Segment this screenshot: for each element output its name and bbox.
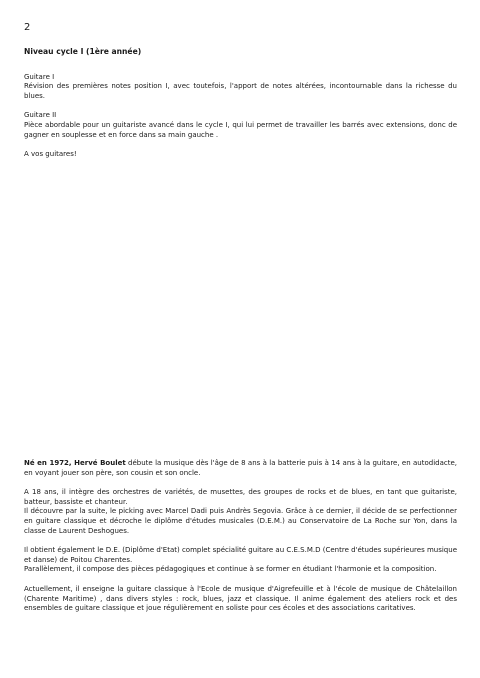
piece-label: Guitare II bbox=[24, 111, 57, 120]
page-number: 2 bbox=[24, 22, 31, 33]
piece-label: Guitare I bbox=[24, 72, 55, 81]
piece-text: Pièce abordable pour un guitariste avancé dans le cycle I, qui lui permet de travailler les barrés avec extensions, donc de gagner en souplesse et en force dans sa main gauche . bbox=[24, 120, 457, 139]
bio-name: Né en 1972, Hervé Boulet bbox=[24, 459, 126, 467]
bio-paragraph-4: Actuellement, il enseigne la guitare classique à l'Ecole de musique d'Aigrefeuille et à l'école de musique de Châtelaillon (Charente Maritime) , dans divers styles : rock, blues, jazz et classique. Il anime également des ateliers rock et des ensembles de guitare classique et joue régulièrement en soliste pour ces écoles et des associations caritatives. bbox=[24, 584, 457, 613]
bio-paragraph-2 bbox=[24, 488, 457, 536]
closing-line: A vos guitares! bbox=[24, 150, 77, 159]
exercise-description bbox=[24, 47, 457, 170]
piece-guitare-1 bbox=[24, 73, 457, 102]
bio-lead-text: débute la musique dès l'âge de 8 ans à la batterie puis à 14 ans à la guitare, en autodidacte, en voyant jouer son père, son cousin et son oncle. bbox=[24, 459, 457, 477]
biography bbox=[24, 459, 457, 624]
bio-text: Il découvre par la suite, le picking avec Marcel Dadi puis Andrès Segovia. Grâce à ce dernier, il décide de se perfectionner en guitare classique et décroche le diplôme d'études musicales (D.E.M.) au Conservatoire de La Roche sur Yon, dans la classe de Laurent Deshogues. bbox=[24, 507, 457, 535]
bio-paragraph-1 bbox=[24, 459, 457, 478]
bio-text: Il obtient également le D.E. (Diplôme d'Etat) complet spécialité guitare au C.E.S.M.D (Centre d'études supérieures musique et danse) de Poitou Charentes. bbox=[24, 546, 457, 564]
piece-text: Révision des premières notes position I, avec toutefois, l'apport de notes altérées, incontournable dans la richesse du blues. bbox=[24, 82, 457, 100]
bio-paragraph-3 bbox=[24, 546, 457, 575]
bio-text: A 18 ans, il intègre des orchestres de variétés, de musettes, des groupes de rocks et de blues, en tant que guitariste, batteur, bassiste et chanteur. bbox=[24, 488, 457, 506]
piece-guitare-2 bbox=[24, 111, 457, 140]
bio-text: Parallèlement, il compose des pièces pédagogiques et continue à se former en étudiant l'harmonie et la composition. bbox=[24, 565, 437, 574]
section-title: Niveau cycle I (1ère année) bbox=[24, 47, 142, 56]
